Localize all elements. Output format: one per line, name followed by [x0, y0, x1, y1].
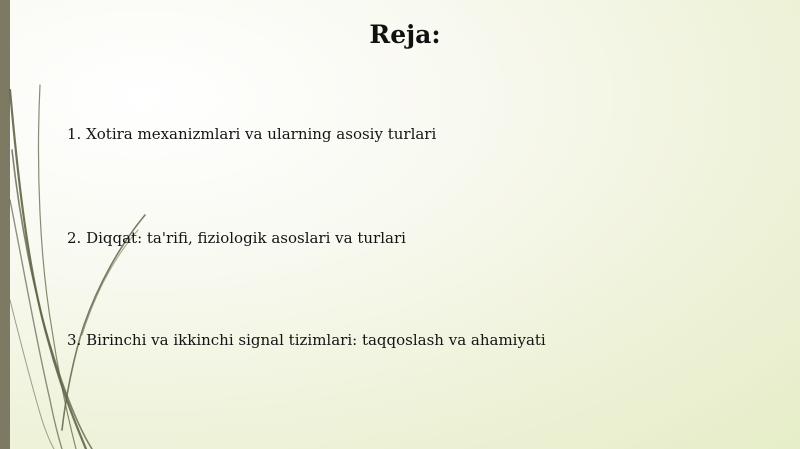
slide-title: Reja: [369, 20, 441, 49]
list-item: 3. Birinchi va ikkinchi signal tizimlari: taqqoslash va ahamiyati [67, 331, 546, 349]
list-item: 1. Xotira mexanizmlari va ularning asosiy turlari [67, 125, 437, 143]
list-item: 2. Diqqat: ta'rifi, fiziologik asoslari va turlari [67, 229, 406, 247]
